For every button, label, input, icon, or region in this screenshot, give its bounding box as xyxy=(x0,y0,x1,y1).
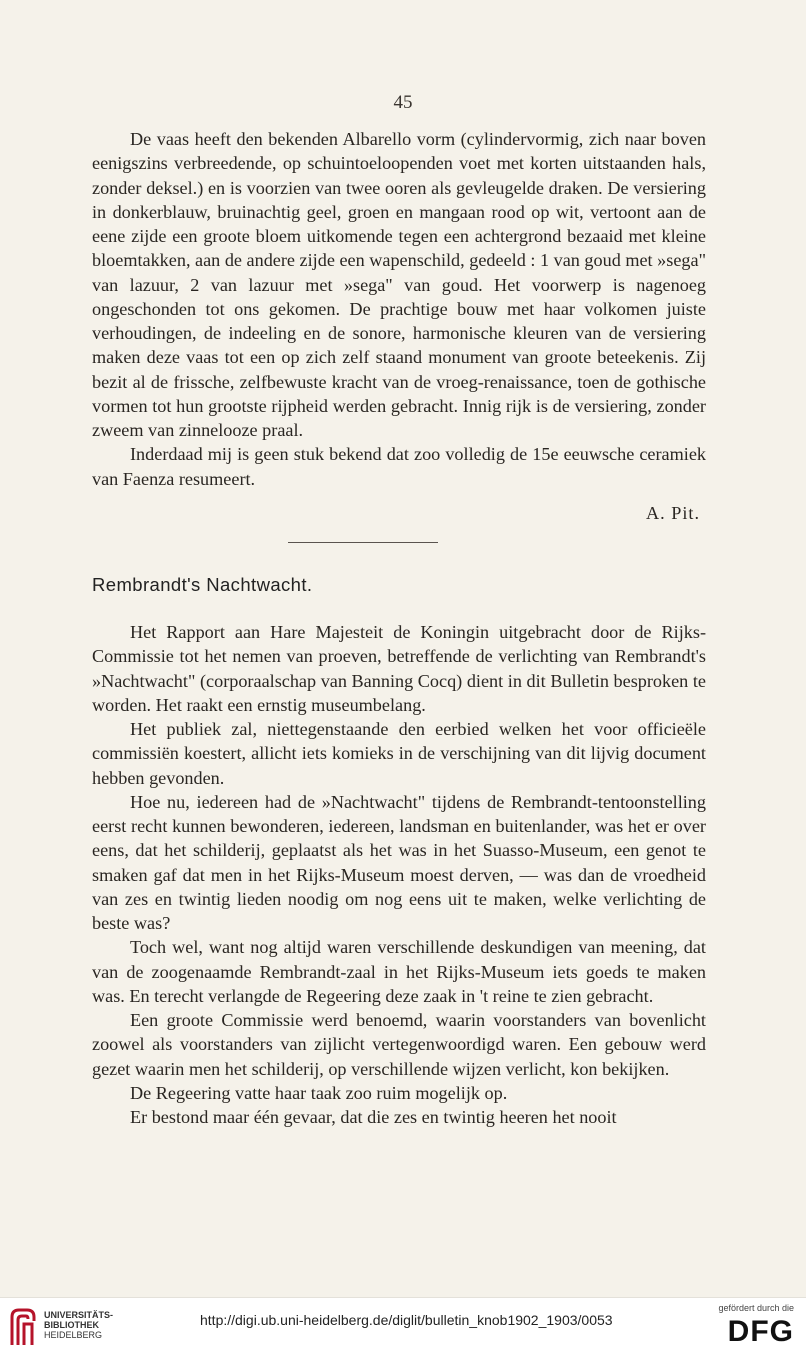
paragraph: Het publiek zal, niettegenstaande den eerbied welken het voor officieële commissiën koestert, allicht iets komieks in de verschijning van dit lijvig document hebben gevonden. xyxy=(92,719,706,788)
paragraph: Het Rapport aan Hare Majesteit de Koningin uitgebracht door de Rijks-Commissie tot het nemen van proeven, betreffende de verlichting van Rembrandt's »Nachtwacht" (corporaalschap van Banning Cocq) dient in dit Bulletin besproken te worden. Het raakt een ernstig museumbelang. xyxy=(92,622,706,715)
library-name xyxy=(44,1310,113,1340)
section-heading: Rembrandt's Nachtwacht. xyxy=(92,574,313,595)
funder-note: gefördert durch die xyxy=(718,1303,794,1313)
permalink[interactable]: http://digi.ub.uni-heidelberg.de/diglit/bulletin_knob1902_1903/0053 xyxy=(200,1312,613,1328)
section-divider xyxy=(288,542,438,543)
page-number: 45 xyxy=(393,92,413,113)
library-name-line3: HEIDELBERG xyxy=(44,1330,103,1340)
article-nachtwacht-text xyxy=(92,620,706,1129)
dfg-logo: DFG xyxy=(727,1315,794,1348)
article-vase-text xyxy=(92,127,706,491)
library-name-line1: UNIVERSITÄTS- xyxy=(44,1310,114,1320)
paragraph: Er bestond maar één gevaar, dat die zes en twintig heeren het nooit xyxy=(130,1107,617,1127)
paragraph: Hoe nu, iedereen had de »Nachtwacht" tijdens de Rembrandt-tentoonstelling eerst recht kunnen bewonderen, iedereen, landsman en buitenlander, was het er over eens, dat het schilderij, geplaatst als het was in het Suasso-Museum, een genot te smaken gaf dat men in het Rijks-Museum moest derven, — was dan de vroedheid van zes en twintig lieden noodig om nog eens uit te maken, welke verlichting de beste was? xyxy=(92,791,706,933)
library-name-line2: BIBLIOTHEK xyxy=(44,1320,99,1330)
paragraph: Een groote Commissie werd benoemd, waarin voorstanders van bovenlicht zoowel als voorstanders van zijlicht vertegenwoordigd waren. Een gebouw werd gezet waarin men het schilderij, op verschillende wijzen verlicht, kon bekijken. xyxy=(92,1010,706,1079)
paragraph: Inderdaad mij is geen stuk bekend dat zoo volledig de 15e eeuwsche ceramiek van Faenza resumeert. xyxy=(92,444,706,489)
digitization-footer xyxy=(0,1297,806,1356)
paragraph: Toch wel, want nog altijd waren verschillende deskundigen van meening, dat van de zoogenaamde Rembrandt-zaal in het Rijks-Museum iets goeds te maken was. En terecht verlangde de Regeering deze zaak in 't reine te zien gebracht. xyxy=(92,937,706,1006)
paragraph: De vaas heeft den bekenden Albarello vorm (cylindervormig, zich naar boven eenigszins verbreedende, op schuintoeloopenden voet met korten uitstaanden hals, zonder deksel.) en is voorzien van twee ooren als gevleugelde draken. De versiering in donkerblauw, bruinachtig geel, groen en mangaan rood op wit, vertoont aan de eene zijde een groote bloem uitkomende tegen een achtergrond bezaaid met kleine bloemtakken, aan de andere zijde een wapenschild, gedeeld : 1 van goud met »sega" van lazuur, 2 van lazuur met »sega" van goud. Het voorwerp is nagenoeg ongeschonden tot ons gekomen. De prachtige bouw met haar volkomen juiste verhoudingen, de indeeling en de sonore, harmonische kleuren van de versiering maken deze vaas tot een op zich zelf staand monument van groote beteekenis. Zij bezit al de frissche, zelfbewuste kracht van de vroeg-renaissance, toen de gothische vormen tot hun grootste rijpheid werden gebracht. Innig rijk is de versiering, zonder zweem van zinnelooze praal. xyxy=(92,129,706,440)
author-signature: A. Pit. xyxy=(646,503,700,523)
paragraph: De Regeering vatte haar taak zoo ruim mogelijk op. xyxy=(130,1082,508,1103)
university-library-logo-icon xyxy=(8,1307,38,1347)
